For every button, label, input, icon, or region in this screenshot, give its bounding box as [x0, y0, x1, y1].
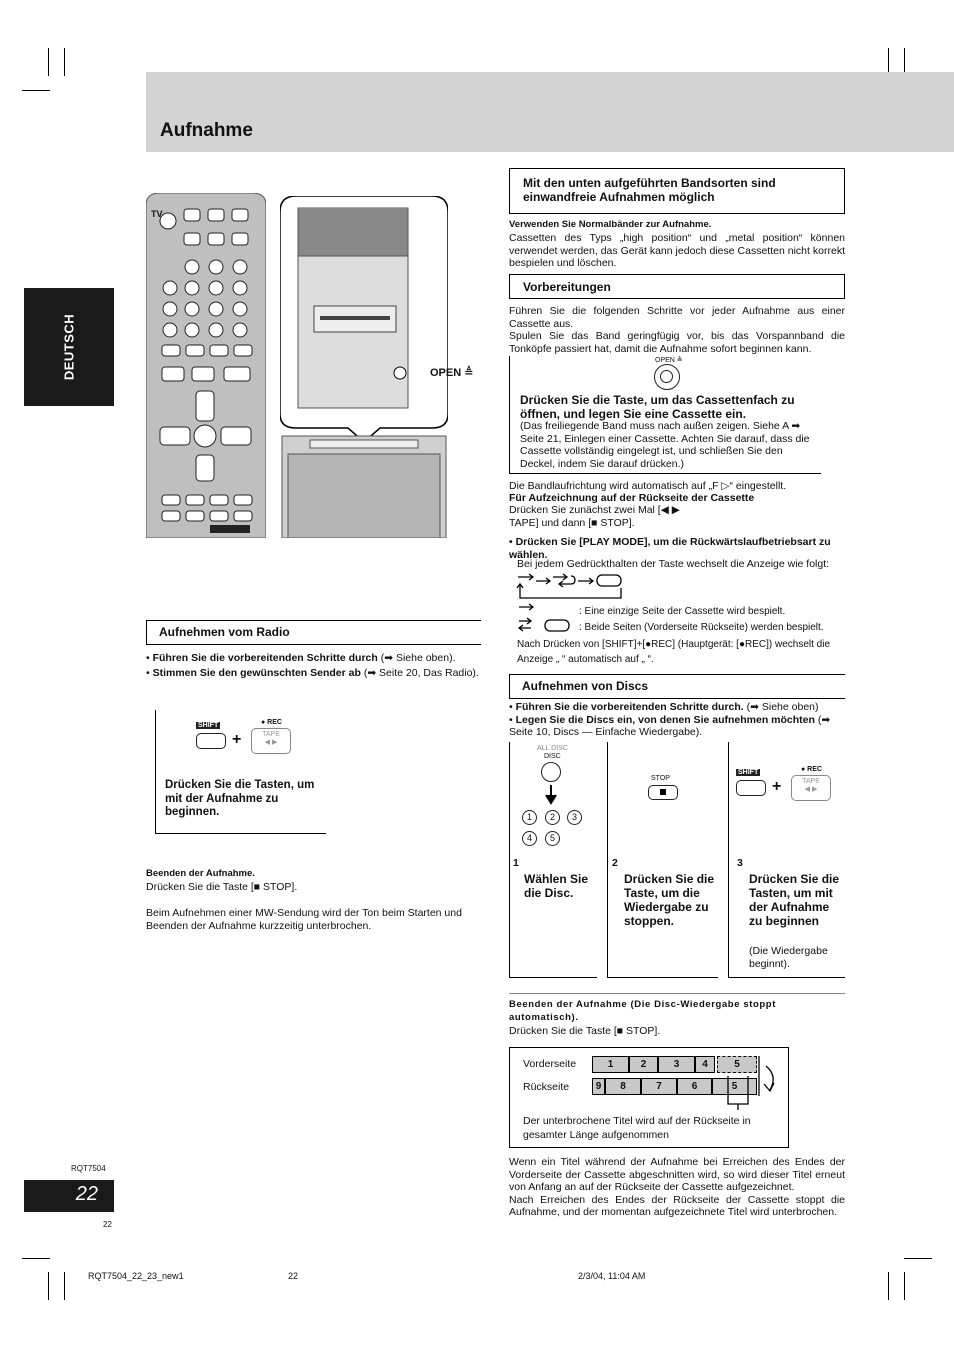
prep-step-note: (Das freiliegende Band muss nach außen zeigen. Siehe A ➡ Seite 21, Einlegen einer Cassette. Achten Sie darauf, dass die Cassette vollständig eingelegt ist, und schließen Sie den Deckel, indem Sie darauf drücken.)	[520, 420, 810, 470]
open-button[interactable]	[654, 364, 680, 390]
radio-heading: Aufnehmen vom Radio	[146, 620, 481, 645]
back-side-label: Rückseite	[523, 1081, 570, 1093]
disc-number-button[interactable]: 2	[545, 810, 560, 825]
list-item: • Führen Sie die vorbereitenden Schritte durch. (➡ Siehe oben)	[509, 701, 819, 713]
step-text: Wählen Sie die Disc.	[524, 872, 589, 900]
prep-step-border	[509, 473, 821, 474]
track-cell: 1	[592, 1056, 629, 1073]
reverse-title: Für Aufzeichnung auf der Rückseite der Cassette	[509, 492, 755, 504]
radio-bullet-list	[146, 652, 481, 679]
step-number: 1	[513, 857, 519, 869]
track-cell: 8	[605, 1078, 641, 1095]
mode2-text: : Beide Seiten (Vorderseite Rückseite) werden bespielt.	[579, 622, 824, 633]
tape-types-box	[509, 168, 845, 214]
list-item: • Legen Sie die Discs ein, von denen Sie aufnehmen möchten (➡ Seite 10, Discs — Einfache Wiedergabe).	[509, 713, 831, 738]
language-label: DEUTSCH	[61, 313, 77, 381]
shift-button[interactable]	[736, 780, 766, 796]
arrow-down-icon	[545, 785, 557, 805]
timestamp: 2/3/04, 11:04 AM	[578, 1271, 646, 1281]
disc-stop-text: Drücken Sie die Taste [■ STOP].	[509, 1025, 661, 1037]
track-cell: 3	[658, 1056, 695, 1073]
remote-control-illustration	[146, 193, 266, 538]
crop-mark	[48, 48, 49, 76]
discs-bullet-list	[509, 701, 845, 739]
page-number-small: 22	[103, 1220, 112, 1229]
tape-rec-button[interactable]	[251, 728, 291, 754]
rec-label: ● REC	[801, 766, 822, 773]
list-item: • Stimmen Sie den gewünschten Sender ab (➡ Seite 20, Das Radio).	[146, 666, 479, 679]
open-small-label: OPEN ≜	[655, 357, 683, 364]
model-number: RQT7504	[71, 1164, 106, 1173]
tape-label: TAPE	[802, 778, 820, 785]
radio-stop-text: Drücken Sie die Taste [■ STOP].	[146, 881, 298, 893]
step-border	[728, 977, 845, 978]
shift-button[interactable]	[196, 733, 226, 749]
disc-number-button[interactable]: 5	[545, 831, 560, 846]
radio-step-border	[155, 833, 326, 834]
track-cell: 5	[712, 1078, 757, 1095]
file-page: 22	[288, 1271, 299, 1281]
radio-step-border	[155, 710, 156, 834]
plus-sign: +	[772, 778, 782, 795]
list-item: • Führen Sie die vorbereitenden Schritte durch (➡ Siehe oben).	[146, 652, 456, 664]
prep-heading-box	[509, 274, 845, 299]
track-cell: 9	[592, 1078, 605, 1095]
tape-label: TAPE	[262, 731, 280, 738]
track-cell: 7	[641, 1078, 677, 1095]
remote-control-svg	[146, 193, 266, 538]
prep-step-title: Drücken Sie die Taste, um das Cassettenfach zu öffnen, und legen Sie eine Cassette ein.	[520, 393, 795, 421]
crop-mark	[888, 1272, 889, 1300]
tape-types-title: Mit den unten aufgeführten Bandsorten sind einwandfreie Aufnahmen möglich	[523, 176, 776, 204]
file-name: RQT7504_22_23_new1	[88, 1271, 184, 1281]
crop-mark	[48, 1272, 49, 1300]
step-border	[607, 742, 608, 978]
disc-number-button[interactable]: 1	[522, 810, 537, 825]
language-tab	[24, 288, 114, 406]
stop-button[interactable]	[648, 785, 678, 800]
playmode-sequence-icon	[515, 572, 630, 606]
step-border	[728, 742, 729, 978]
page-number-badge	[24, 1180, 114, 1212]
page-title: Aufnahme	[160, 120, 253, 141]
track-cell: 5	[717, 1056, 757, 1073]
crop-mark	[22, 90, 50, 91]
crop-mark	[22, 1258, 50, 1259]
crop-mark	[64, 48, 65, 76]
tape-rec-button[interactable]	[791, 775, 831, 801]
playmode-text: Bei jedem Gedrückthalten der Taste wechselt die Anzeige wie folgt:	[517, 558, 830, 570]
stop-icon	[660, 789, 666, 795]
step-number: 2	[612, 857, 618, 869]
page-header	[146, 72, 954, 152]
both-sides-icon	[517, 617, 577, 635]
disc-stop-title: Beenden der Aufnahme (Die Disc-Wiedergabe stoppt automatisch).	[509, 999, 776, 1023]
tape-diagram-caption: Der unterbrochene Titel wird auf der Rückseite in gesamter Länge aufgenommen	[523, 1115, 751, 1141]
stop-label: STOP	[651, 775, 670, 782]
disc-number-button[interactable]: 3	[567, 810, 582, 825]
radio-stop-title: Beenden der Aufnahme.	[146, 868, 255, 879]
radio-instruction: Drücken Sie die Tasten, um mit der Aufnahme zu beginnen.	[165, 779, 315, 818]
discs-heading: Aufnehmen von Discs	[509, 674, 845, 699]
tape-diagram-note: Wenn ein Titel während der Aufnahme bei Erreichen des Endes der Vorderseite der Cassette abgeschnitten wird, so wird dieser Titel erneut von Anfang an auf der Rückseite der Cassette aufgezeichnet. Nach Erreichen des Endes der Rückseite der Cassette stoppt die Aufnahme, und der momentan aufgezeichnete Titel wird unterbrochen.	[509, 1156, 845, 1218]
radio-mw-note: Beim Aufnehmen einer MW-Sendung wird der Ton beim Starten und Beenden der Aufnahme kurzzeitig unterbrochen.	[146, 907, 462, 932]
plus-sign: +	[232, 731, 242, 748]
tape-arrows-icon: ◀ ▶	[804, 786, 818, 793]
crop-mark	[64, 1272, 65, 1300]
page-number: 22	[75, 1183, 98, 1205]
step-number: 3	[737, 857, 743, 869]
single-side-icon	[517, 603, 537, 615]
tv-label: TV	[151, 209, 163, 219]
disc-number-button[interactable]: 4	[522, 831, 537, 846]
alldisc-label: ALL DISC	[537, 745, 568, 752]
disc-button[interactable]	[541, 762, 561, 782]
step-border	[509, 977, 597, 978]
rec-label: ● REC	[261, 719, 282, 726]
crop-mark	[904, 1258, 932, 1259]
tape-arrows-icon: ◀ ▶	[264, 739, 278, 746]
track-cell: 4	[695, 1056, 715, 1073]
disc-label: DISC	[544, 753, 561, 760]
mode1-text: : Eine einzige Seite der Cassette wird bespielt.	[579, 606, 786, 617]
divider	[509, 993, 845, 994]
mode3-text: Nach Drücken von [SHIFT]+[●REC] (Hauptgerät: [●REC]) wechselt die Anzeige „ “ automatisch auf „ “.	[517, 639, 831, 665]
direction-note: Die Bandlaufrichtung wird automatisch auf „F ▷“ eingestellt.	[509, 480, 787, 492]
crop-mark	[904, 1272, 905, 1300]
playmode-title: • Drücken Sie [PLAY MODE], um die Rückwärtslaufbetriebsart zu wählen.	[509, 536, 831, 561]
shift-label: SHIFT	[198, 722, 219, 729]
reverse-text: Drücken Sie zunächst zwei Mal [◀ ▶ TAPE] und dann [■ STOP].	[509, 504, 680, 529]
reverse-arrow-icon	[724, 1054, 784, 1110]
normal-tape-text: Cassetten des Typs „high position“ und „metal position“ können verwendet werden, das Gerät kann jedoch diese Cassetten nicht korrekt bespielen und löschen.	[509, 232, 845, 269]
prep-heading: Vorbereitungen	[523, 280, 611, 294]
step-text: Drücken Sie die Tasten, um mit der Aufnahme zu beginnen	[749, 872, 840, 928]
step-note: (Die Wiedergabe beginnt).	[749, 945, 828, 970]
prep-intro: Führen Sie die folgenden Schritte vor jeder Aufnahme aus einer Cassette aus. Spulen Sie das Band geringfügig vor, bis das Vorspannband die Tonköpfe passiert hat, damit die Aufnahme sofort beginnen kann.	[509, 305, 845, 355]
step-border	[509, 742, 510, 978]
prep-step-border	[509, 356, 510, 474]
step-text: Drücken Sie die Taste, um die Wiedergabe zu stoppen.	[624, 872, 715, 928]
track-cell: 2	[629, 1056, 658, 1073]
track-cell: 6	[677, 1078, 712, 1095]
open-label: OPEN ≜	[430, 367, 474, 379]
main-unit-illustration	[280, 196, 474, 538]
shift-label: SHIFT	[738, 769, 759, 776]
front-side-label: Vorderseite	[523, 1058, 577, 1070]
step-border	[607, 977, 718, 978]
main-unit-svg	[280, 196, 448, 538]
normal-tape-title: Verwenden Sie Normalbänder zur Aufnahme.	[509, 219, 712, 230]
